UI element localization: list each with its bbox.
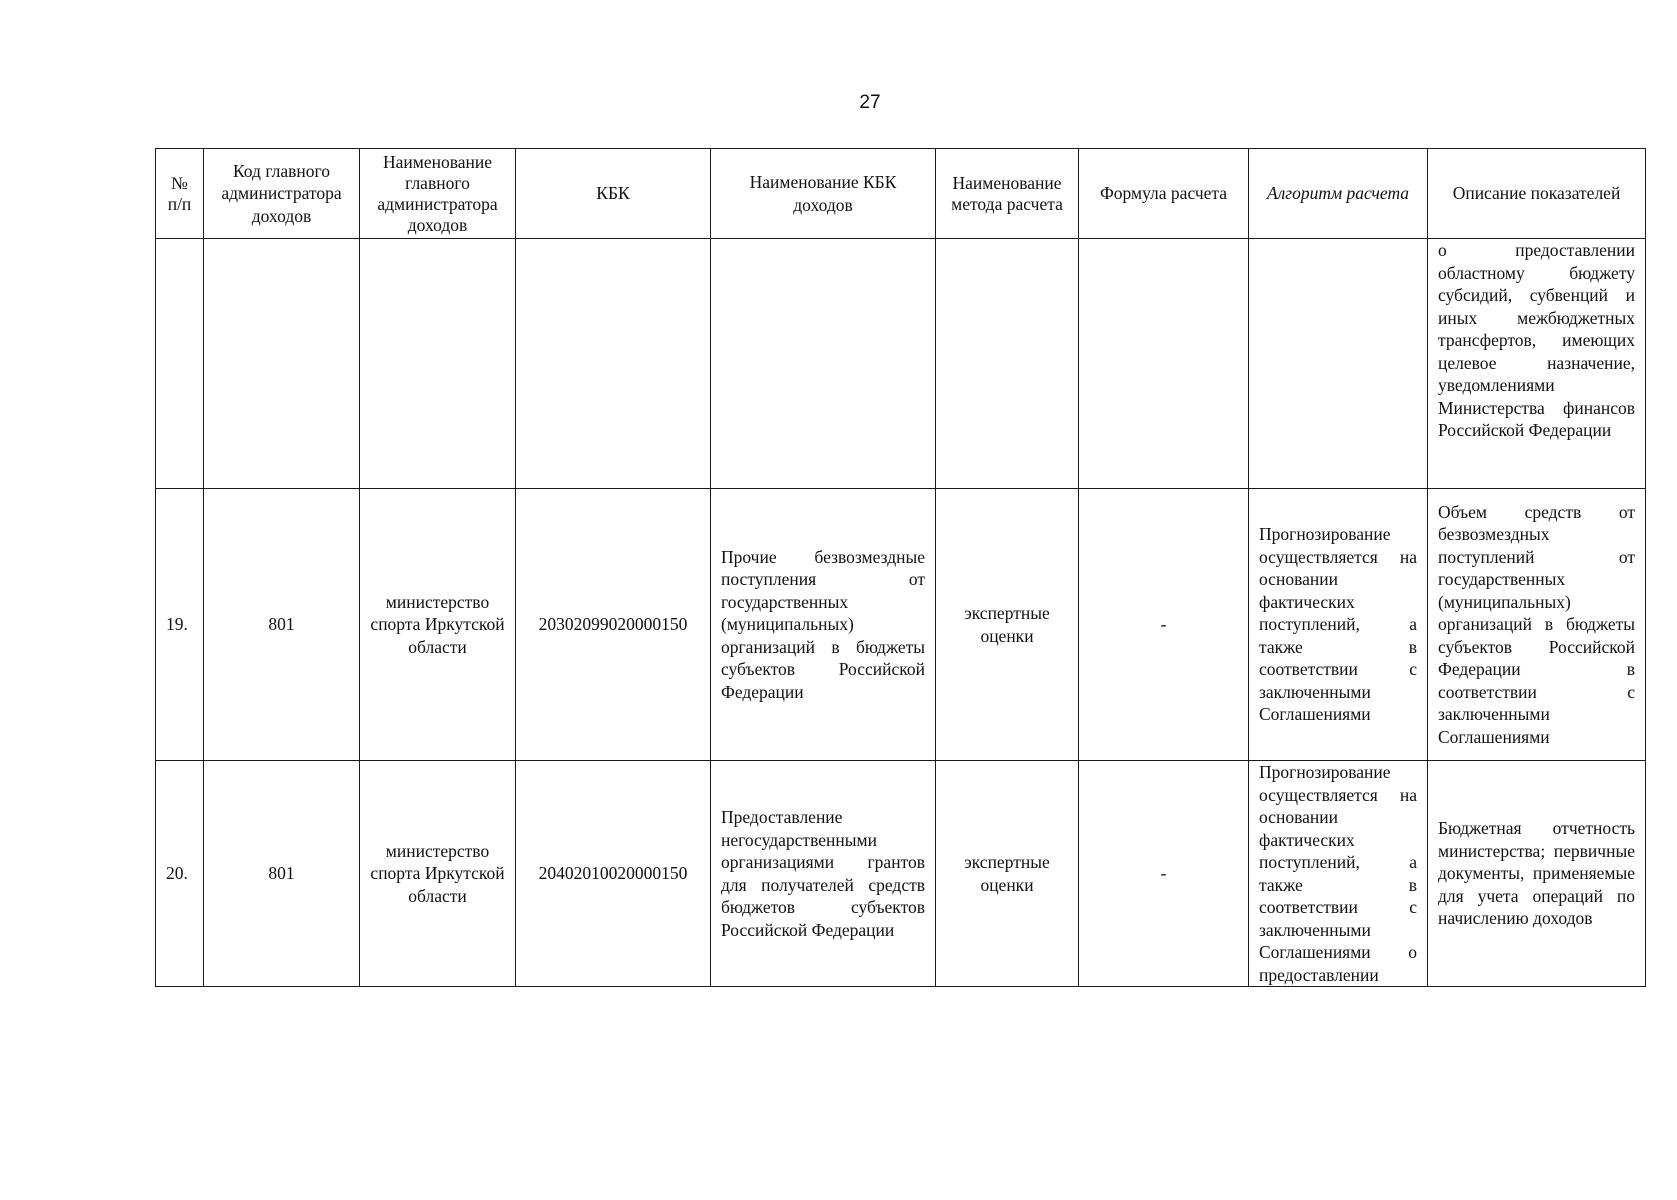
header-kbk-name: Наименование КБК доходов	[711, 149, 936, 239]
table-header-row	[156, 149, 1646, 239]
header-kbk: КБК	[516, 149, 711, 239]
header-formula: Формула расчета	[1079, 149, 1249, 239]
cell-empty	[204, 239, 360, 489]
cell-empty	[711, 239, 936, 489]
cell-method: экспертные оценки	[936, 489, 1079, 761]
cell-kbk: 20302099020000150	[516, 489, 711, 761]
cell-kbk-name: Прочие безвозмездные поступления от государственных (муниципальных) организаций в бюджеты субъектов Российской Федерации	[711, 489, 936, 761]
forecast-methods-table	[155, 148, 1646, 987]
header-num: № п/п	[156, 149, 204, 239]
page-number: 27	[859, 92, 881, 113]
table-row	[156, 489, 1646, 761]
cell-empty	[1079, 239, 1249, 489]
table-row-continuation	[156, 239, 1646, 489]
header-admin-code: Код главного администратора доходов	[204, 149, 360, 239]
cell-kbk-name: Предоставление негосударственными организациями грантов для получателей средств бюджетов субъектов Российской Федерации	[711, 761, 936, 987]
cell-empty	[156, 239, 204, 489]
cell-kbk: 20402010020000150	[516, 761, 711, 987]
cell-num: 19.	[156, 489, 204, 761]
cell-empty	[936, 239, 1079, 489]
cell-method: экспертные оценки	[936, 761, 1079, 987]
header-admin-name: Наименование главного администратора доходов	[360, 149, 516, 239]
cell-description-continued: о предоставлении областному бюджету субсидий, субвенций и иных межбюджетных трансфертов, имеющих целевое назначение, уведомлениями Министерства финансов Российской Федерации	[1428, 239, 1646, 489]
cell-formula: -	[1079, 489, 1249, 761]
header-algorithm: Алгоритм расчета	[1249, 149, 1428, 239]
cell-formula: -	[1079, 761, 1249, 987]
header-method: Наименование метода расчета	[936, 149, 1079, 239]
cell-admin-name: министерство спорта Иркутской области	[360, 489, 516, 761]
cell-algorithm: Прогнозирование осуществляется на основании фактических поступлений, а также в соответствии с заключенными Соглашениями	[1249, 489, 1428, 761]
header-description: Описание показателей	[1428, 149, 1646, 239]
cell-empty	[1249, 239, 1428, 489]
cell-algorithm: Прогнозирование осуществляется на основании фактических поступлений, а также в соответствии с заключенными Соглашениями о предоставлении	[1249, 761, 1428, 987]
cell-admin-code: 801	[204, 761, 360, 987]
cell-admin-name: министерство спорта Иркутской области	[360, 761, 516, 987]
table-row	[156, 761, 1646, 987]
cell-description: Объем средств от безвозмездных поступлений от государственных (муниципальных) организаций в бюджеты субъектов Российской Федерации в соответствии с заключенными Соглашениями	[1428, 489, 1646, 761]
cell-num: 20.	[156, 761, 204, 987]
cell-empty	[360, 239, 516, 489]
cell-admin-code: 801	[204, 489, 360, 761]
cell-description: Бюджетная отчетность министерства; первичные документы, применяемые для учета операций по начислению доходов	[1428, 761, 1646, 987]
cell-empty	[516, 239, 711, 489]
